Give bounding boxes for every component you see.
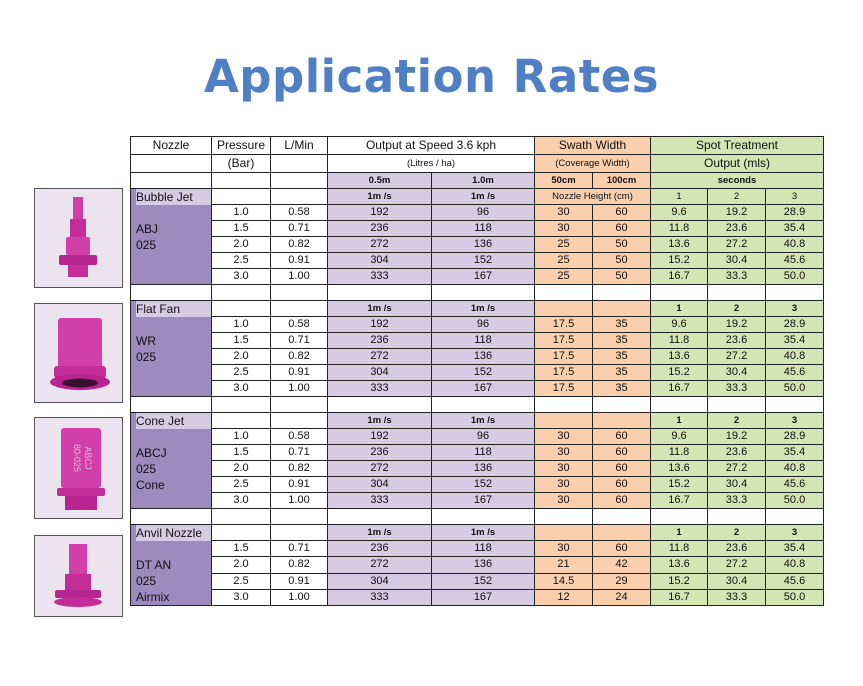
speed-label: 1m /s (328, 413, 432, 429)
table-row (131, 349, 824, 365)
lmin-cell: 0.91 (271, 365, 328, 381)
lmin-cell: 0.91 (271, 477, 328, 493)
spot-3s-cell: 45.6 (766, 477, 824, 493)
swath-50-cell: 25 (535, 237, 593, 253)
swath-50-cell: 25 (535, 253, 593, 269)
seconds-label: 1 (651, 525, 708, 541)
empty-cell (535, 413, 593, 429)
table-row (131, 253, 824, 269)
output-05-cell: 272 (328, 461, 432, 477)
output-10-cell: 136 (432, 349, 535, 365)
lmin-cell: 0.71 (271, 333, 328, 349)
spot-1s-cell: 11.8 (651, 445, 708, 461)
spot-2s-cell: 27.2 (708, 461, 766, 477)
output-05-cell: 192 (328, 429, 432, 445)
table-row (131, 589, 824, 605)
swath-100-cell: 35 (593, 349, 651, 365)
swath-50-cell: 14.5 (535, 573, 593, 589)
nozzle-label-line: Anvil Nozzle (136, 525, 211, 541)
seconds-label: 1 (651, 413, 708, 429)
header-lmin: L/Min (271, 137, 328, 155)
empty-cell (271, 189, 328, 205)
seconds-label: 1 (651, 301, 708, 317)
table-row (131, 221, 824, 237)
table-row (131, 269, 824, 285)
spot-2s-cell: 33.3 (708, 269, 766, 285)
table-row (131, 317, 824, 333)
spot-3s-cell: 50.0 (766, 589, 824, 605)
spot-2s-cell: 23.6 (708, 445, 766, 461)
table-row (131, 477, 824, 493)
swath-50-cell: 30 (535, 541, 593, 557)
lmin-cell: 0.91 (271, 573, 328, 589)
seconds-label: 2 (708, 301, 766, 317)
output-10-cell: 136 (432, 461, 535, 477)
pressure-cell: 3.0 (212, 381, 271, 397)
spot-2s-cell: 27.2 (708, 349, 766, 365)
swath-50-cell: 12 (535, 589, 593, 605)
output-05-cell: 304 (328, 253, 432, 269)
lmin-cell: 0.58 (271, 205, 328, 221)
output-05-cell: 192 (328, 205, 432, 221)
output-05-cell: 236 (328, 445, 432, 461)
spot-3s-cell: 35.4 (766, 221, 824, 237)
nozzle-label-line: ABCJ (136, 446, 167, 460)
speed-label: 1m /s (328, 525, 432, 541)
spot-2s-cell: 19.2 (708, 317, 766, 333)
empty-cell (593, 413, 651, 429)
speed-label: 1m /s (328, 301, 432, 317)
nozzle-label-line (136, 429, 211, 445)
lmin-cell: 0.82 (271, 349, 328, 365)
output-10-cell: 118 (432, 445, 535, 461)
output-05-cell: 333 (328, 493, 432, 509)
swath-100-cell: 35 (593, 317, 651, 333)
swath-50-cell: 30 (535, 493, 593, 509)
output-05-cell: 236 (328, 333, 432, 349)
spot-3s-cell: 45.6 (766, 365, 824, 381)
empty-cell (535, 525, 593, 541)
spot-1s-cell: 13.6 (651, 349, 708, 365)
swath-50-cell: 17.5 (535, 317, 593, 333)
table-row (131, 365, 824, 381)
output-05-cell: 272 (328, 557, 432, 573)
spot-1s-cell: 9.6 (651, 317, 708, 333)
header-swath: Swath Width (535, 137, 651, 155)
output-10-cell: 167 (432, 589, 535, 605)
pressure-cell: 2.0 (212, 461, 271, 477)
swath-100-cell: 50 (593, 269, 651, 285)
table-row (131, 573, 824, 589)
pressure-cell: 2.5 (212, 365, 271, 381)
spot-1s-cell: 13.6 (651, 557, 708, 573)
table-row (131, 445, 824, 461)
pressure-cell: 2.5 (212, 573, 271, 589)
lmin-cell: 1.00 (271, 589, 328, 605)
output-10-cell: 96 (432, 429, 535, 445)
group-subheader-row (131, 525, 824, 541)
output-05-cell: 272 (328, 349, 432, 365)
svg-text:80-025: 80-025 (72, 443, 82, 473)
lmin-cell: 1.00 (271, 493, 328, 509)
nozzle-engraving: ABCJ (83, 446, 93, 470)
seconds-label: 3 (766, 301, 824, 317)
spot-2s-cell: 19.2 (708, 205, 766, 221)
spot-1s-cell: 16.7 (651, 381, 708, 397)
empty-cell (212, 301, 271, 317)
empty-cell (271, 301, 328, 317)
speed-label: 1m /s (432, 301, 535, 317)
pressure-cell: 2.5 (212, 253, 271, 269)
group-spacer (131, 509, 824, 525)
lmin-cell: 0.58 (271, 429, 328, 445)
nozzle-label-line: Cone (136, 478, 165, 492)
nozzle-label-line (136, 205, 211, 221)
output-05-cell: 333 (328, 589, 432, 605)
spot-3s-cell: 50.0 (766, 381, 824, 397)
swath-100-cell: 50 (593, 253, 651, 269)
nozzle-label-line: ABJ (136, 222, 159, 236)
bubble-jet-nozzle-image (34, 188, 123, 288)
spot-1s-cell: 15.2 (651, 477, 708, 493)
spot-3s-cell: 40.8 (766, 237, 824, 253)
output-05-cell: 272 (328, 237, 432, 253)
seconds-label: 3 (766, 413, 824, 429)
flat-fan-nozzle-image (34, 303, 123, 403)
spot-2s-cell: 23.6 (708, 333, 766, 349)
spot-1s-cell: 13.6 (651, 461, 708, 477)
pressure-cell: 1.0 (212, 317, 271, 333)
spot-3s-cell: 28.9 (766, 205, 824, 221)
output-10-cell: 167 (432, 493, 535, 509)
seconds-label: 2 (708, 525, 766, 541)
pressure-cell: 2.0 (212, 237, 271, 253)
spot-1s-cell: 13.6 (651, 237, 708, 253)
swath-50-cell: 30 (535, 429, 593, 445)
spot-3s-cell: 50.0 (766, 269, 824, 285)
swath-100-cell: 60 (593, 493, 651, 509)
spot-2s-cell: 33.3 (708, 381, 766, 397)
empty-cell (593, 301, 651, 317)
output-05-cell: 304 (328, 573, 432, 589)
spot-1s-cell: 9.6 (651, 205, 708, 221)
table-row (131, 205, 824, 221)
flat-fan-nozzle-icon (35, 304, 122, 402)
nozzle-label-line: Cone Jet (136, 413, 211, 429)
anvil-nozzle-icon (35, 536, 122, 616)
empty-cell (271, 525, 328, 541)
pressure-cell: 1.5 (212, 333, 271, 349)
spot-3s-cell: 50.0 (766, 493, 824, 509)
swath-50-cell: 17.5 (535, 381, 593, 397)
output-10-cell: 118 (432, 541, 535, 557)
seconds-label: 2 (708, 413, 766, 429)
lmin-cell: 0.58 (271, 317, 328, 333)
swath-100-cell: 50 (593, 237, 651, 253)
swath-100-cell: 29 (593, 573, 651, 589)
spot-2s-cell: 23.6 (708, 541, 766, 557)
speed-label: 1m /s (432, 525, 535, 541)
table-row (131, 237, 824, 253)
output-10-cell: 167 (432, 269, 535, 285)
header-pressure: Pressure (212, 137, 271, 155)
pressure-cell: 3.0 (212, 493, 271, 509)
spot-1s-cell: 9.6 (651, 429, 708, 445)
nozzle-group-label (131, 413, 212, 509)
header-output: Output at Speed 3.6 kph (328, 137, 535, 155)
header-spot: Spot Treatment (651, 137, 824, 155)
swath-50-cell: 17.5 (535, 333, 593, 349)
spot-1s-cell: 16.7 (651, 493, 708, 509)
pressure-cell: 2.0 (212, 557, 271, 573)
spot-1s-cell: 15.2 (651, 573, 708, 589)
pressure-cell: 1.5 (212, 445, 271, 461)
speed-label: 1m /s (432, 189, 535, 205)
spot-2s-cell: 30.4 (708, 477, 766, 493)
table-row (131, 557, 824, 573)
header-sw-100: 100cm (593, 173, 651, 189)
swath-50-cell: 30 (535, 461, 593, 477)
empty-cell (535, 301, 593, 317)
spot-3s-cell: 28.9 (766, 429, 824, 445)
header-pressure-unit: (Bar) (212, 155, 271, 173)
output-05-cell: 304 (328, 365, 432, 381)
bubble-jet-nozzle-icon (35, 189, 122, 287)
spot-3s-cell: 40.8 (766, 349, 824, 365)
swath-100-cell: 24 (593, 589, 651, 605)
swath-50-cell: 30 (535, 205, 593, 221)
spot-3s-cell: 45.6 (766, 573, 824, 589)
table-row (131, 333, 824, 349)
spot-2s-cell: 30.4 (708, 365, 766, 381)
table-row (131, 541, 824, 557)
output-10-cell: 96 (432, 205, 535, 221)
swath-100-cell: 35 (593, 381, 651, 397)
empty-cell (212, 189, 271, 205)
swath-100-cell: 60 (593, 205, 651, 221)
nozzle-label-line: WR (136, 334, 156, 348)
swath-100-cell: 42 (593, 557, 651, 573)
spot-1s-cell: 11.8 (651, 541, 708, 557)
empty-cell (271, 413, 328, 429)
group-spacer (131, 397, 824, 413)
nozzle-label-line (136, 541, 211, 557)
lmin-cell: 0.82 (271, 237, 328, 253)
swath-50-cell: 30 (535, 445, 593, 461)
group-subheader-row (131, 189, 824, 205)
spot-2s-cell: 33.3 (708, 493, 766, 509)
seconds-label: 2 (708, 189, 766, 205)
swath-100-cell: 60 (593, 477, 651, 493)
swath-100-cell: 60 (593, 541, 651, 557)
nozzle-label-line: 025 (136, 574, 157, 588)
lmin-cell: 0.82 (271, 461, 328, 477)
swath-50-cell: 17.5 (535, 349, 593, 365)
pressure-cell: 1.5 (212, 221, 271, 237)
swath-100-cell: 35 (593, 333, 651, 349)
output-10-cell: 167 (432, 381, 535, 397)
swath-100-cell: 60 (593, 429, 651, 445)
cone-jet-nozzle-icon (35, 418, 122, 518)
speed-label: 1m /s (328, 189, 432, 205)
speed-label: 1m /s (432, 413, 535, 429)
lmin-cell: 0.71 (271, 541, 328, 557)
nozzle-label-line: 025 (136, 350, 157, 364)
nozzle-label-line: 025 (136, 462, 157, 476)
group-subheader-row (131, 301, 824, 317)
header-sw-50: 50cm (535, 173, 593, 189)
table-row (131, 381, 824, 397)
spot-1s-cell: 11.8 (651, 221, 708, 237)
empty-cell (212, 413, 271, 429)
output-10-cell: 118 (432, 221, 535, 237)
lmin-cell: 0.82 (271, 557, 328, 573)
output-10-cell: 152 (432, 365, 535, 381)
spot-2s-cell: 27.2 (708, 237, 766, 253)
table-row (131, 493, 824, 509)
cone-jet-nozzle-image (34, 417, 123, 519)
table-row (131, 461, 824, 477)
spot-1s-cell: 11.8 (651, 333, 708, 349)
application-rates-table (130, 136, 824, 606)
output-05-cell: 333 (328, 269, 432, 285)
swath-50-cell: 30 (535, 221, 593, 237)
nozzle-label-line: Airmix (136, 590, 170, 604)
pressure-cell: 1.0 (212, 429, 271, 445)
output-05-cell: 333 (328, 381, 432, 397)
output-05-cell: 236 (328, 541, 432, 557)
spot-1s-cell: 15.2 (651, 253, 708, 269)
seconds-label: 3 (766, 189, 824, 205)
spot-3s-cell: 35.4 (766, 333, 824, 349)
nozzle-group-label (131, 301, 212, 397)
spot-3s-cell: 28.9 (766, 317, 824, 333)
table-row (131, 429, 824, 445)
group-spacer (131, 285, 824, 301)
nozzle-group-label (131, 189, 212, 285)
nozzle-label-line: DT AN (136, 558, 172, 572)
nozzle-label-line (136, 317, 211, 333)
seconds-label: 3 (766, 525, 824, 541)
seconds-label: 1 (651, 189, 708, 205)
pressure-cell: 3.0 (212, 269, 271, 285)
spot-1s-cell: 16.7 (651, 589, 708, 605)
header-out-10: 1.0m (432, 173, 535, 189)
spot-3s-cell: 35.4 (766, 541, 824, 557)
empty-cell (593, 525, 651, 541)
header-output-unit: (Litres / ha) (328, 155, 535, 173)
spot-2s-cell: 30.4 (708, 253, 766, 269)
header-swath-sub: (Coverage Width) (535, 155, 651, 173)
output-10-cell: 152 (432, 477, 535, 493)
page-title: Application Rates (203, 50, 660, 103)
nozzle-label-line: Flat Fan (136, 301, 211, 317)
swath-100-cell: 60 (593, 221, 651, 237)
output-10-cell: 136 (432, 237, 535, 253)
pressure-cell: 3.0 (212, 589, 271, 605)
swath-50-cell: 21 (535, 557, 593, 573)
header-spot-sub: Output (mls) (651, 155, 824, 173)
nozzle-label-line: Bubble Jet (136, 189, 211, 205)
output-10-cell: 96 (432, 317, 535, 333)
spot-3s-cell: 35.4 (766, 445, 824, 461)
pressure-cell: 1.0 (212, 205, 271, 221)
output-05-cell: 192 (328, 317, 432, 333)
pressure-cell: 1.5 (212, 541, 271, 557)
header-nozzle: Nozzle (131, 137, 212, 155)
swath-100-cell: 60 (593, 445, 651, 461)
pressure-cell: 2.0 (212, 349, 271, 365)
anvil-nozzle-image (34, 535, 123, 617)
spot-1s-cell: 15.2 (651, 365, 708, 381)
swath-100-cell: 35 (593, 365, 651, 381)
lmin-cell: 0.91 (271, 253, 328, 269)
swath-50-cell: 17.5 (535, 365, 593, 381)
header-out-05: 0.5m (328, 173, 432, 189)
output-10-cell: 136 (432, 557, 535, 573)
output-10-cell: 118 (432, 333, 535, 349)
lmin-cell: 1.00 (271, 381, 328, 397)
nozzle-group-label (131, 525, 212, 606)
spot-3s-cell: 40.8 (766, 557, 824, 573)
nozzle-label-line: 025 (136, 238, 157, 252)
output-10-cell: 152 (432, 253, 535, 269)
lmin-cell: 0.71 (271, 445, 328, 461)
lmin-cell: 1.00 (271, 269, 328, 285)
spot-2s-cell: 23.6 (708, 221, 766, 237)
swath-50-cell: 30 (535, 477, 593, 493)
spot-1s-cell: 16.7 (651, 269, 708, 285)
spot-2s-cell: 30.4 (708, 573, 766, 589)
nozzle-height-label: Nozzle Height (cm) (535, 189, 651, 205)
output-05-cell: 304 (328, 477, 432, 493)
output-10-cell: 152 (432, 573, 535, 589)
header-seconds: seconds (651, 173, 824, 189)
output-05-cell: 236 (328, 221, 432, 237)
group-subheader-row (131, 413, 824, 429)
spot-3s-cell: 45.6 (766, 253, 824, 269)
swath-50-cell: 25 (535, 269, 593, 285)
lmin-cell: 0.71 (271, 221, 328, 237)
spot-3s-cell: 40.8 (766, 461, 824, 477)
swath-100-cell: 60 (593, 461, 651, 477)
spot-2s-cell: 27.2 (708, 557, 766, 573)
pressure-cell: 2.5 (212, 477, 271, 493)
spot-2s-cell: 33.3 (708, 589, 766, 605)
empty-cell (212, 525, 271, 541)
spot-2s-cell: 19.2 (708, 429, 766, 445)
